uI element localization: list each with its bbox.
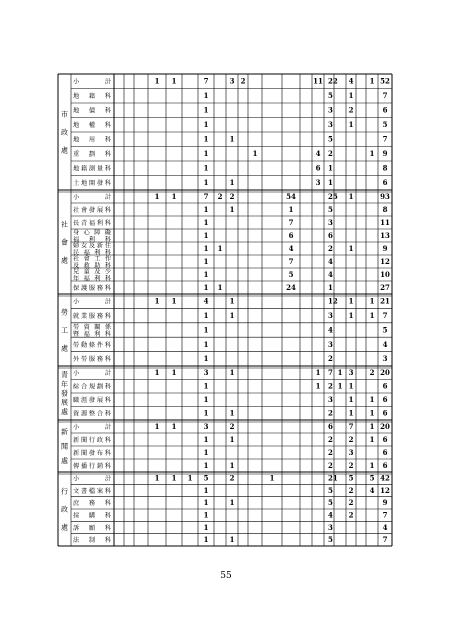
cell-value: 7 — [203, 76, 209, 86]
cell-value: 1 — [229, 204, 235, 214]
row-label: 庶 務 科 — [73, 500, 111, 508]
row-label: 小 計 — [73, 423, 111, 431]
cell-value: 1 — [203, 460, 209, 470]
cell-value: 4 — [382, 522, 388, 532]
cell-value: 21 — [328, 473, 338, 483]
row-label: 綜合規劃科 — [73, 383, 111, 391]
cell-value: 7 — [288, 256, 294, 266]
cell-value: 5 — [382, 325, 388, 335]
cell-value: 4 — [348, 76, 354, 86]
cell-value: 1 — [217, 243, 223, 253]
cell-value: 6 — [382, 105, 388, 115]
cell-value: 21 — [380, 296, 390, 306]
cell-value: 3 — [328, 311, 333, 320]
cell-value: 9 — [382, 498, 388, 508]
cell-value: 4 — [382, 339, 388, 349]
cell-value: 7 — [382, 311, 388, 320]
cell-value: 2 — [229, 421, 235, 431]
cell-value: 3 — [328, 522, 333, 532]
row-label: 小 計 — [73, 298, 111, 306]
section-label-char: 展 — [61, 398, 68, 407]
row-label: 小 計 — [73, 370, 111, 378]
cell-value: 3 — [203, 421, 209, 431]
cell-value: 2 — [369, 368, 375, 378]
cell-value: 1 — [229, 134, 235, 144]
cell-value: 4 — [288, 243, 294, 253]
section-label-char: 處 — [61, 146, 68, 155]
cell-value: 1 — [348, 91, 354, 101]
row-label: 就業服務科 — [73, 313, 111, 320]
cell-value: 1 — [171, 473, 177, 483]
row-label: 小 計 — [73, 475, 111, 483]
cell-value: 1 — [229, 460, 235, 470]
cell-value: 27 — [380, 282, 390, 292]
cell-value: 1 — [288, 204, 294, 214]
cell-value: 7 — [382, 510, 388, 520]
section-label-char: 工 — [61, 326, 68, 335]
cell-value: 2 — [328, 460, 333, 470]
row-label: 文書檔案科 — [73, 487, 111, 495]
cell-value: 1 — [229, 368, 235, 378]
cell-value: 2 — [348, 460, 354, 470]
cell-value: 2 — [328, 381, 333, 391]
section-label-char: 處 — [61, 344, 68, 353]
cell-value: 2 — [348, 434, 354, 444]
cell-value: 1 — [203, 354, 209, 364]
cell-value: 1 — [203, 163, 209, 173]
cell-value: 54 — [286, 191, 296, 201]
cell-value: 1 — [369, 421, 375, 431]
cell-value: 1 — [252, 149, 258, 159]
cell-value: 3 — [328, 105, 333, 115]
row-label: 新聞發布科 — [73, 449, 111, 457]
section-label-char: 行 — [61, 487, 68, 496]
cell-value: 1 — [203, 256, 209, 266]
cell-value: 20 — [380, 368, 390, 378]
section-label-char: 處 — [61, 457, 68, 466]
row-label: 土地開發科 — [73, 180, 111, 188]
cell-value: 1 — [348, 120, 354, 130]
cell-value: 6 — [382, 460, 388, 470]
section-label-char: 年 — [61, 380, 68, 389]
cell-value: 1 — [203, 204, 209, 214]
cell-value: 7 — [382, 91, 388, 101]
cell-value: 10 — [380, 269, 390, 279]
cell-value: 1 — [369, 395, 375, 405]
cell-value: 1 — [203, 120, 209, 130]
cell-value: 9 — [382, 149, 388, 159]
row-label: 地 權 科 — [73, 122, 111, 130]
cell-value: 2 — [328, 243, 333, 253]
cell-value: 5 — [328, 204, 333, 214]
cell-value: 1 — [203, 311, 209, 320]
cell-value: 5 — [328, 134, 333, 144]
cell-value: 1 — [203, 91, 209, 101]
cell-value: 7 — [382, 535, 388, 545]
cell-value: 1 — [315, 368, 321, 378]
cell-value: 11 — [380, 217, 390, 227]
cell-value: 1 — [348, 395, 354, 405]
cell-value: 1 — [171, 296, 177, 306]
section-label-char: 政 — [61, 128, 68, 137]
cell-value: 1 — [203, 105, 209, 115]
section-label-char: 處 — [61, 256, 68, 265]
section-label-char: 青 — [61, 371, 68, 380]
cell-value: 1 — [337, 381, 343, 391]
cell-value: 1 — [229, 311, 235, 320]
cell-value: 6 — [382, 381, 388, 391]
row-label: 傳播行銷科 — [73, 462, 111, 470]
cell-value: 7 — [203, 191, 209, 201]
cell-value: 5 — [328, 485, 333, 495]
cell-value: 1 — [203, 381, 209, 391]
cell-value: 12 — [380, 256, 390, 266]
section-label-char: 政 — [61, 505, 68, 514]
cell-value: 1 — [348, 191, 354, 201]
cell-value: 5 — [328, 91, 333, 101]
section-label-char: 處 — [61, 523, 68, 532]
cell-value: 2 — [328, 408, 333, 418]
row-label: 採 購 科 — [73, 512, 111, 520]
row-label: 訴 願 科 — [73, 524, 111, 532]
cell-value: 1 — [203, 178, 209, 188]
row-label: 外勞服務科 — [73, 356, 111, 364]
cell-value: 1 — [369, 408, 375, 418]
row-label: 勞資關係 — [73, 323, 111, 331]
cell-value: 1 — [187, 473, 193, 483]
cell-value: 7 — [382, 134, 388, 144]
row-label: 地籍測量科 — [73, 165, 111, 173]
cell-value: 13 — [380, 230, 390, 240]
cell-value: 1 — [229, 296, 235, 306]
row-label: 及救助科 — [73, 262, 111, 270]
cell-value: 1 — [203, 282, 209, 292]
cell-value: 1 — [328, 282, 333, 292]
row-label: 長青福利科 — [73, 219, 111, 227]
cell-value: 25 — [328, 191, 338, 201]
cell-value: 42 — [380, 473, 390, 483]
cell-value: 1 — [154, 296, 160, 306]
cell-value: 1 — [203, 217, 209, 227]
row-label: 婦女及新住 — [73, 242, 111, 250]
cell-value: 1 — [203, 535, 209, 545]
row-label: 福利科 — [73, 236, 111, 244]
cell-value: 1 — [315, 381, 321, 391]
cell-value: 2 — [328, 354, 333, 364]
cell-value: 3 — [328, 120, 333, 130]
cell-value: 1 — [348, 296, 354, 306]
cell-value: 6 — [288, 230, 294, 240]
row-label: 社會工作 — [73, 255, 111, 263]
row-label: 資源整合科 — [73, 410, 111, 418]
row-label: 身心障礙 — [73, 229, 111, 237]
row-label: 地 用 科 — [73, 136, 111, 144]
cell-value: 2 — [328, 447, 333, 457]
cell-value: 1 — [337, 368, 343, 378]
cell-value: 6 — [382, 447, 388, 457]
row-label: 小 計 — [73, 193, 111, 201]
cell-value: 1 — [229, 498, 235, 508]
cell-value: 1 — [203, 243, 209, 253]
row-label: 小 計 — [73, 78, 111, 86]
cell-value: 22 — [328, 76, 338, 86]
cell-value: 1 — [154, 76, 160, 86]
cell-value: 8 — [382, 163, 388, 173]
cell-value: 3 — [328, 339, 333, 349]
cell-value: 1 — [154, 368, 160, 378]
cell-value: 2 — [328, 434, 333, 444]
cell-value: 9 — [382, 243, 388, 253]
cell-value: 2 — [229, 473, 235, 483]
cell-value: 1 — [203, 230, 209, 240]
cell-value: 2 — [348, 498, 354, 508]
cell-value: 1 — [348, 243, 354, 253]
cell-value: 1 — [203, 510, 209, 520]
cell-value: 6 — [382, 178, 388, 188]
cell-value: 93 — [380, 191, 390, 201]
cell-value: 1 — [203, 434, 209, 444]
cell-value: 4 — [369, 485, 375, 495]
cell-value: 5 — [288, 269, 294, 279]
cell-value: 6 — [328, 421, 333, 431]
cell-value: 24 — [286, 282, 296, 292]
cell-value: 7 — [348, 421, 354, 431]
cell-value: 3 — [328, 217, 333, 227]
cell-value: 1 — [369, 76, 375, 86]
cell-value: 1 — [203, 339, 209, 349]
cell-value: 1 — [369, 434, 375, 444]
cell-value: 6 — [382, 408, 388, 418]
cell-value: 1 — [369, 460, 375, 470]
cell-value: 1 — [348, 381, 354, 391]
cell-value: 1 — [229, 535, 235, 545]
cell-value: 1 — [171, 421, 177, 431]
cell-value: 6 — [382, 395, 388, 405]
cell-value: 2 — [240, 76, 246, 86]
row-label: 地 價 科 — [73, 107, 111, 115]
section-label-char: 新 — [61, 427, 68, 436]
row-label: 新聞行政科 — [73, 436, 111, 444]
cell-value: 1 — [154, 421, 160, 431]
row-label: 暨福利科 — [73, 330, 111, 338]
cell-value: 1 — [154, 191, 160, 201]
cell-value: 12 — [328, 296, 338, 306]
cell-value: 8 — [382, 204, 388, 214]
cell-value: 1 — [203, 447, 209, 457]
row-label: 年福利科 — [73, 275, 111, 283]
cell-value: 20 — [380, 421, 390, 431]
cell-value: 1 — [203, 485, 209, 495]
cell-value: 2 — [348, 485, 354, 495]
cell-value: 2 — [328, 149, 333, 159]
cell-value: 1 — [171, 191, 177, 201]
cell-value: 3 — [315, 178, 321, 188]
cell-value: 3 — [382, 354, 388, 364]
section-label-char: 發 — [61, 389, 68, 398]
cell-value: 3 — [203, 368, 209, 378]
cell-value: 1 — [203, 134, 209, 144]
cell-value: 6 — [382, 434, 388, 444]
cell-value: 2 — [348, 105, 354, 115]
cell-value: 11 — [313, 76, 323, 86]
cell-value: 1 — [203, 149, 209, 159]
cell-value: 1 — [229, 178, 235, 188]
row-label: 地 籍 科 — [73, 93, 111, 101]
cell-value: 1 — [369, 296, 375, 306]
cell-value: 1 — [348, 311, 354, 320]
cell-value: 1 — [348, 408, 354, 418]
cell-value: 2 — [217, 191, 223, 201]
cell-value: 3 — [348, 447, 354, 457]
row-label: 兒童及少 — [73, 268, 111, 276]
section-label-char: 會 — [61, 238, 68, 247]
cell-value: 1 — [203, 498, 209, 508]
cell-value: 6 — [315, 163, 321, 173]
cell-value: 1 — [203, 408, 209, 418]
cell-value: 3 — [348, 368, 354, 378]
cell-value: 1 — [203, 395, 209, 405]
cell-value: 1 — [203, 269, 209, 279]
cell-value: 7 — [288, 217, 294, 227]
cell-value: 52 — [380, 76, 390, 86]
cell-value: 7 — [328, 368, 333, 378]
cell-value: 1 — [369, 149, 375, 159]
cell-value: 4 — [328, 256, 333, 266]
cell-value: 5 — [369, 473, 375, 483]
cell-value: 4 — [203, 296, 209, 306]
cell-value: 5 — [382, 120, 388, 130]
cell-value: 1 — [154, 473, 160, 483]
row-label: 保護服務科 — [73, 284, 111, 292]
section-label-char: 聞 — [61, 442, 68, 451]
cell-value: 2 — [348, 510, 354, 520]
row-label: 社會發展科 — [73, 206, 111, 214]
cell-value: 1 — [203, 522, 209, 532]
cell-value: 4 — [328, 510, 333, 520]
row-label: 職涯發展科 — [73, 397, 111, 405]
row-label: 重 劃 科 — [73, 151, 111, 159]
cell-value: 1 — [171, 76, 177, 86]
row-label: 民福利科 — [73, 249, 111, 257]
cell-value: 1 — [328, 178, 333, 188]
cell-value: 4 — [328, 269, 333, 279]
cell-value: 1 — [328, 163, 333, 173]
cell-value: 5 — [328, 498, 333, 508]
row-label: 勞動條件科 — [73, 341, 111, 349]
cell-value: 1 — [203, 325, 209, 335]
section-label-char: 處 — [61, 407, 68, 416]
section-label-char: 社 — [61, 220, 68, 229]
cell-value: 5 — [348, 473, 354, 483]
cell-value: 12 — [380, 485, 390, 495]
cell-value: 1 — [229, 434, 235, 444]
cell-value: 4 — [315, 149, 321, 159]
cell-value: 4 — [328, 325, 333, 335]
cell-value: 1 — [217, 282, 223, 292]
cell-value: 3 — [229, 76, 235, 86]
cell-value: 1 — [369, 311, 375, 320]
cell-value: 2 — [229, 191, 235, 201]
cell-value: 1 — [269, 473, 275, 483]
section-label-char: 市 — [61, 110, 68, 119]
cell-value: 3 — [328, 395, 333, 405]
cell-value: 5 — [203, 473, 209, 483]
cell-value: 1 — [171, 368, 177, 378]
section-label-char: 勞 — [61, 308, 68, 317]
cell-value: 5 — [328, 535, 333, 545]
page-number: 55 — [220, 571, 232, 581]
cell-value: 1 — [229, 408, 235, 418]
row-label: 法 制 科 — [73, 537, 111, 545]
cell-value: 6 — [328, 230, 333, 240]
